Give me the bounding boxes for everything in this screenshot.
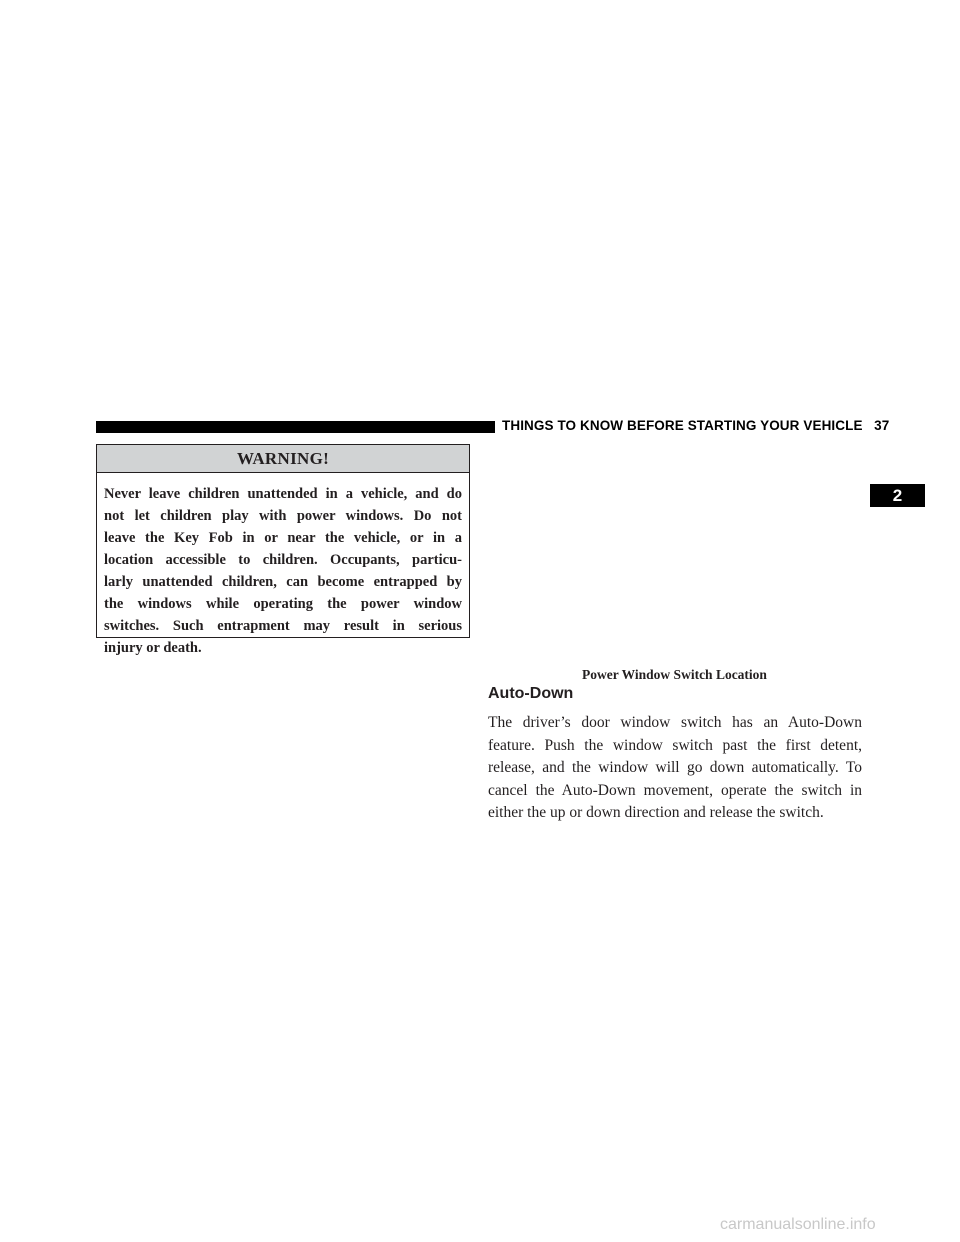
body-line: either the up or down direction and release the switch. <box>488 804 824 821</box>
page-number: 37 <box>874 418 890 433</box>
figure-caption: Power Window Switch Location <box>582 667 767 682</box>
warning-line: leave the Key Fob in or near the vehicle, or in a <box>104 530 462 546</box>
warning-line: not let children play with power windows. Do not <box>104 508 462 524</box>
watermark: carmanualsonline.info <box>720 1216 876 1233</box>
warning-line: larly unattended children, can become entrapped by <box>104 574 462 590</box>
section-body <box>488 712 862 825</box>
header-title: THINGS TO KNOW BEFORE STARTING YOUR VEHICLE <box>502 418 863 433</box>
body-line: The driver’s door window switch has an Auto-Down <box>488 714 862 731</box>
warning-line: location accessible to children. Occupants, particu- <box>104 552 462 568</box>
warning-line: injury or death. <box>104 640 202 656</box>
running-header <box>502 418 889 433</box>
warning-line: switches. Such entrapment may result in serious <box>104 618 462 634</box>
warning-line: Never leave children unattended in a vehicle, and do <box>104 486 462 502</box>
section-heading: Auto-Down <box>488 685 574 702</box>
body-line: release, and the window will go down automatically. To <box>488 759 862 776</box>
header-rule <box>96 421 495 433</box>
warning-heading: WARNING! <box>97 445 469 473</box>
warning-line: the windows while operating the power window <box>104 596 462 612</box>
chapter-tab: 2 <box>870 484 925 507</box>
body-line: feature. Push the window switch past the first detent, <box>488 736 862 754</box>
warning-text <box>97 473 469 659</box>
warning-box <box>96 444 470 656</box>
body-line: cancel the Auto-Down movement, operate the switch in <box>488 781 862 799</box>
